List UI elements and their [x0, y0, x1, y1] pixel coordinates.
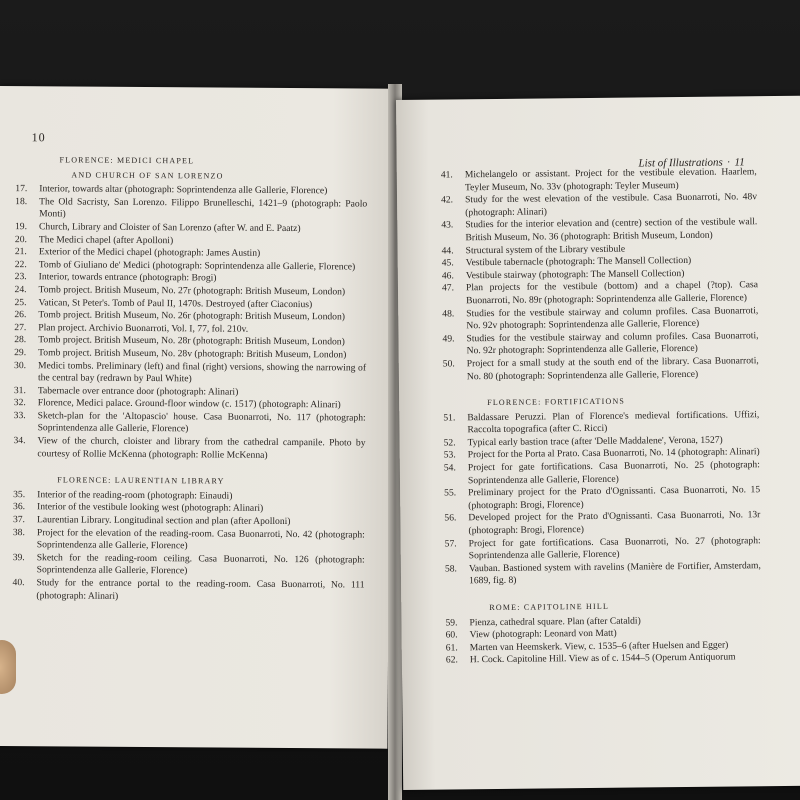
entry-text: Plan projects for the vestibule (bottom) and a chapel (?top). Casa Buonarroti, No. 89r (photograph: Soprintendenza alle Gallerie, Florence) — [465, 279, 759, 307]
entry-text: Baldassare Peruzzi. Plan of Florence's medieval fortifications. Uffizi, Raccolta topografica (after C. Ricci) — [467, 408, 760, 436]
entry-text: Interior of the reading-room (photograph: Einaudi) — [37, 489, 233, 502]
entry-text: Tomb project. British Museum, No. 27r (photograph: British Museum, London) — [38, 284, 346, 298]
illustration-entry — [444, 510, 760, 538]
entry-number: 19. — [14, 221, 28, 233]
running-head-title: List of Illustrations — [638, 156, 723, 170]
entry-number: 55. — [444, 487, 457, 499]
page-number-right: 11 — [734, 156, 745, 169]
entry-text: Studies for the vestibule stairway and column profiles. Casa Buonarroti, No. 92v photograph: Soprintendenza alle Gallerie, Florence) — [466, 304, 759, 332]
entry-number: 24. — [14, 284, 27, 296]
entry-number: 42. — [440, 194, 454, 206]
entry-number: 62. — [445, 654, 458, 666]
entry-text: Interior of the vestibule looking west (photograph: Alinari) — [37, 501, 264, 515]
entry-number: 59. — [445, 616, 458, 629]
entry-number: 49. — [442, 333, 455, 345]
illustration-entry — [441, 166, 757, 194]
entry-text: The Old Sacristy, San Lorenzo. Filippo Brunelleschi, 1421–9 (photograph: Paolo Monti) — [39, 196, 368, 220]
entry-number: 17. — [15, 183, 28, 195]
entry-text: Project for a small study at the south end of the library. Casa Buonarroti, No. 80 (photograph: Soprintendenza alle Gallerie, Florence) — [466, 355, 759, 382]
entry-number: 35. — [13, 488, 26, 501]
entry-number: 37. — [12, 514, 26, 526]
entry-text: Medici tombs. Preliminary (left) and final (right) versions, showing the narrowing of the central bay (redrawn by Paul White) — [37, 359, 367, 385]
entry-number: 43. — [441, 219, 454, 231]
entry-text: Michelangelo or assistant. Project for the vestibule elevation. Haarlem, Teyler Museum, No. 33v (photograph: Teyler Museum) — [464, 166, 757, 193]
illustration-entry — [446, 652, 762, 668]
entry-number: 32. — [13, 397, 26, 409]
entry-number: 31. — [13, 384, 26, 396]
illustration-entry — [441, 191, 757, 219]
entry-text: Laurentian Library. Longitudinal section and plan (after Apolloni) — [36, 514, 291, 528]
entry-number: 34. — [13, 435, 26, 447]
illustration-entry — [445, 535, 761, 563]
entry-number: 45. — [441, 257, 454, 269]
entry-number: 33. — [13, 409, 26, 422]
entry-number: 52. — [443, 437, 456, 449]
right-column — [441, 166, 762, 667]
entry-number: 47. — [441, 282, 455, 294]
illustration-entry — [442, 305, 758, 333]
illustration-entry — [13, 435, 365, 463]
entry-text: Studies for the interior elevation and (centre) section of the vestibule wall. British Museum, No. 36 (photograph: British Museum, London) — [465, 216, 758, 244]
entry-number: 41. — [440, 169, 453, 181]
entry-number: 58. — [444, 563, 457, 575]
entry-number: 25. — [14, 296, 27, 308]
page-number-left: 10 — [31, 130, 46, 145]
entry-text: Sketch-plan for the 'Altopascio' house. Casa Buonarroti, No. 117 (photograph: Soprintendenza alle Gallerie, Florence) — [37, 410, 366, 435]
entry-number: 30. — [14, 359, 27, 371]
entry-text: Project for gate fortifications. Casa Buonarroti, No. 27 (photograph: Soprintendenza alle Gallerie, Florence) — [468, 534, 761, 562]
entry-text: Tabernacle over entrance door (photograph: Alinari) — [37, 384, 239, 398]
illustration-entry — [15, 196, 367, 224]
entry-number: 23. — [14, 271, 27, 283]
section-heading: FLORENCE: MEDICI CHAPEL — [59, 155, 195, 166]
illustration-entry — [14, 360, 366, 388]
entry-text: Studies for the vestibule stairway and column profiles. Casa Buonarroti, No. 92r photograph: Soprintendenza alle Gallerie, Florence) — [466, 329, 759, 357]
illustration-entry — [444, 484, 760, 512]
entry-text: The Medici chapel (after Apolloni) — [38, 233, 174, 246]
entry-text: Developed project for the Prato d'Ognissanti. Casa Buonarroti, No. 13r (photograph: Brogi, Florence) — [468, 509, 761, 537]
entry-text: Florence, Medici palace. Ground-floor window (c. 1517) (photograph: Alinari) — [37, 397, 341, 411]
entry-number: 22. — [14, 258, 27, 270]
entry-number: 57. — [444, 538, 457, 550]
illustration-entry — [445, 560, 761, 588]
entry-text: Vatican, St Peter's. Tomb of Paul II, 1470s. Destroyed (after Ciaconius) — [38, 296, 313, 310]
thumb-holding-page — [0, 640, 16, 694]
section-heading: FLORENCE: LAURENTIAN LIBRARY — [57, 475, 225, 486]
entry-text: Project for gate fortifications. Casa Buonarroti, No. 25 (photograph: Soprintendenza alle Gallerie, Florence) — [467, 459, 760, 486]
entry-text: Tomb project. British Museum, No. 28v (photograph: British Museum, London) — [38, 347, 347, 361]
entry-number: 28. — [14, 334, 27, 346]
entry-number: 61. — [445, 642, 458, 654]
entry-number: 21. — [14, 246, 27, 258]
entry-text: Study for the entrance portal to the reading-room. Casa Buonarroti, No. 111 (photograph: Alinari) — [36, 577, 365, 602]
entry-text: H. Cock. Capitoline Hill. View as of c. 1544–5 (Operum Antiquorum — [469, 651, 736, 666]
illustration-entry — [443, 355, 759, 383]
entry-text: Interior, towards entrance (photograph: Brogi) — [38, 271, 217, 284]
entry-text: Church, Library and Cloister of San Lorenzo (after W. and E. Paatz) — [38, 221, 301, 235]
entry-number: 39. — [12, 551, 25, 563]
illustration-entry — [441, 217, 757, 245]
illustration-entry — [13, 552, 365, 580]
entry-text: Vestibule tabernacle (photograph: The Mansell Collection) — [465, 255, 692, 269]
entry-text: Marten van Heemskerk. View, c. 1535–6 (after Huelsen and Egger) — [469, 639, 729, 654]
entry-text: Plan project. Archivio Buonarroti, Vol. I, 77, fol. 210v. — [38, 321, 249, 335]
entry-text: Vauban. Bastioned system with ravelins (Manière de Fortifier, Amsterdam, 1689, fig. 8) — [468, 560, 761, 587]
entry-text: Typical early bastion trace (after 'Delle Maddalene', Verona, 1527) — [467, 434, 723, 449]
illustration-entry — [12, 577, 364, 605]
right-page — [396, 96, 800, 790]
entry-number: 60. — [445, 629, 458, 641]
section-heading: FLORENCE: FORTIFICATIONS — [487, 396, 626, 408]
entry-text: Exterior of the Medici chapel (photograph: James Austin) — [38, 246, 261, 259]
section-heading: ROME: CAPITOLINE HILL — [489, 601, 610, 613]
entry-number: 50. — [442, 358, 455, 370]
illustration-entry — [442, 330, 758, 358]
entry-text: Tomb project. British Museum, No. 28r (photograph: British Museum, London) — [38, 334, 345, 348]
entry-text: Vestibule stairway (photograph: The Mansell Collection) — [465, 267, 685, 282]
entry-number: 27. — [14, 321, 27, 333]
entry-number: 46. — [441, 270, 454, 282]
entry-text: Project for the Porta al Prato. Casa Buonarroti, No. 14 (photograph: Alinari) — [467, 446, 760, 461]
entry-text: View (photograph: Leonard von Matt) — [469, 627, 617, 641]
entry-text: Project for the elevation of the reading-room. Casa Buonarroti, No. 42 (photograph: Soprintendenza alle Gallerie, Florence) — [36, 526, 365, 552]
illustration-entry — [444, 459, 760, 487]
entry-number: 18. — [15, 195, 28, 207]
entry-text: View of the church, cloister and library from the cathedral campanile. Photo by courtesy of Rollie McKenna (photograph: Rollie McKenna) — [37, 435, 366, 461]
entry-number: 20. — [14, 233, 27, 245]
entry-number: 51. — [443, 412, 456, 424]
entry-text: Tomb project. British Museum, No. 26r (photograph: British Museum, London) — [38, 309, 346, 323]
left-page — [0, 86, 392, 749]
entry-number: 56. — [444, 512, 457, 524]
entry-text: Study for the west elevation of the vestibule. Casa Buonarroti, No. 48v (photograph: Alinari) — [464, 191, 758, 219]
entry-text: Tomb of Giuliano de' Medici (photograph: Soprintendenza alle Gallerie, Florence) — [38, 259, 356, 273]
running-head-separator: · — [726, 156, 731, 169]
entry-number: 48. — [442, 307, 455, 320]
entry-number: 54. — [443, 462, 456, 474]
illustration-entry — [13, 527, 365, 555]
illustration-entry — [442, 280, 758, 308]
entry-text: Interior, towards altar (photograph: Soprintendenza alle Gallerie, Florence) — [39, 183, 328, 197]
entry-number: 44. — [441, 244, 454, 257]
entry-number: 38. — [12, 526, 25, 538]
illustration-entry — [14, 410, 366, 438]
entry-number: 53. — [443, 449, 456, 461]
entry-text: Preliminary project for the Prato d'Ognissanti. Casa Buonarroti, No. 15 (photograph: Brogi, Florence) — [468, 484, 761, 512]
entry-text: Sketch for the reading-room ceiling. Casa Buonarroti, No. 126 (photograph: Soprintendenza alle Gallerie, Florence) — [36, 552, 365, 577]
entry-number: 40. — [12, 577, 25, 589]
left-column — [12, 154, 367, 605]
entry-text: Pienza, cathedral square. Plan (after Cataldi) — [469, 615, 641, 628]
entry-text: Structural system of the Library vestibule — [465, 243, 626, 256]
illustration-entry — [443, 409, 759, 437]
section-heading: AND CHURCH OF SAN LORENZO — [71, 170, 224, 181]
entry-number: 36. — [13, 501, 26, 513]
entry-number: 26. — [14, 309, 27, 321]
entry-number: 29. — [14, 347, 27, 359]
